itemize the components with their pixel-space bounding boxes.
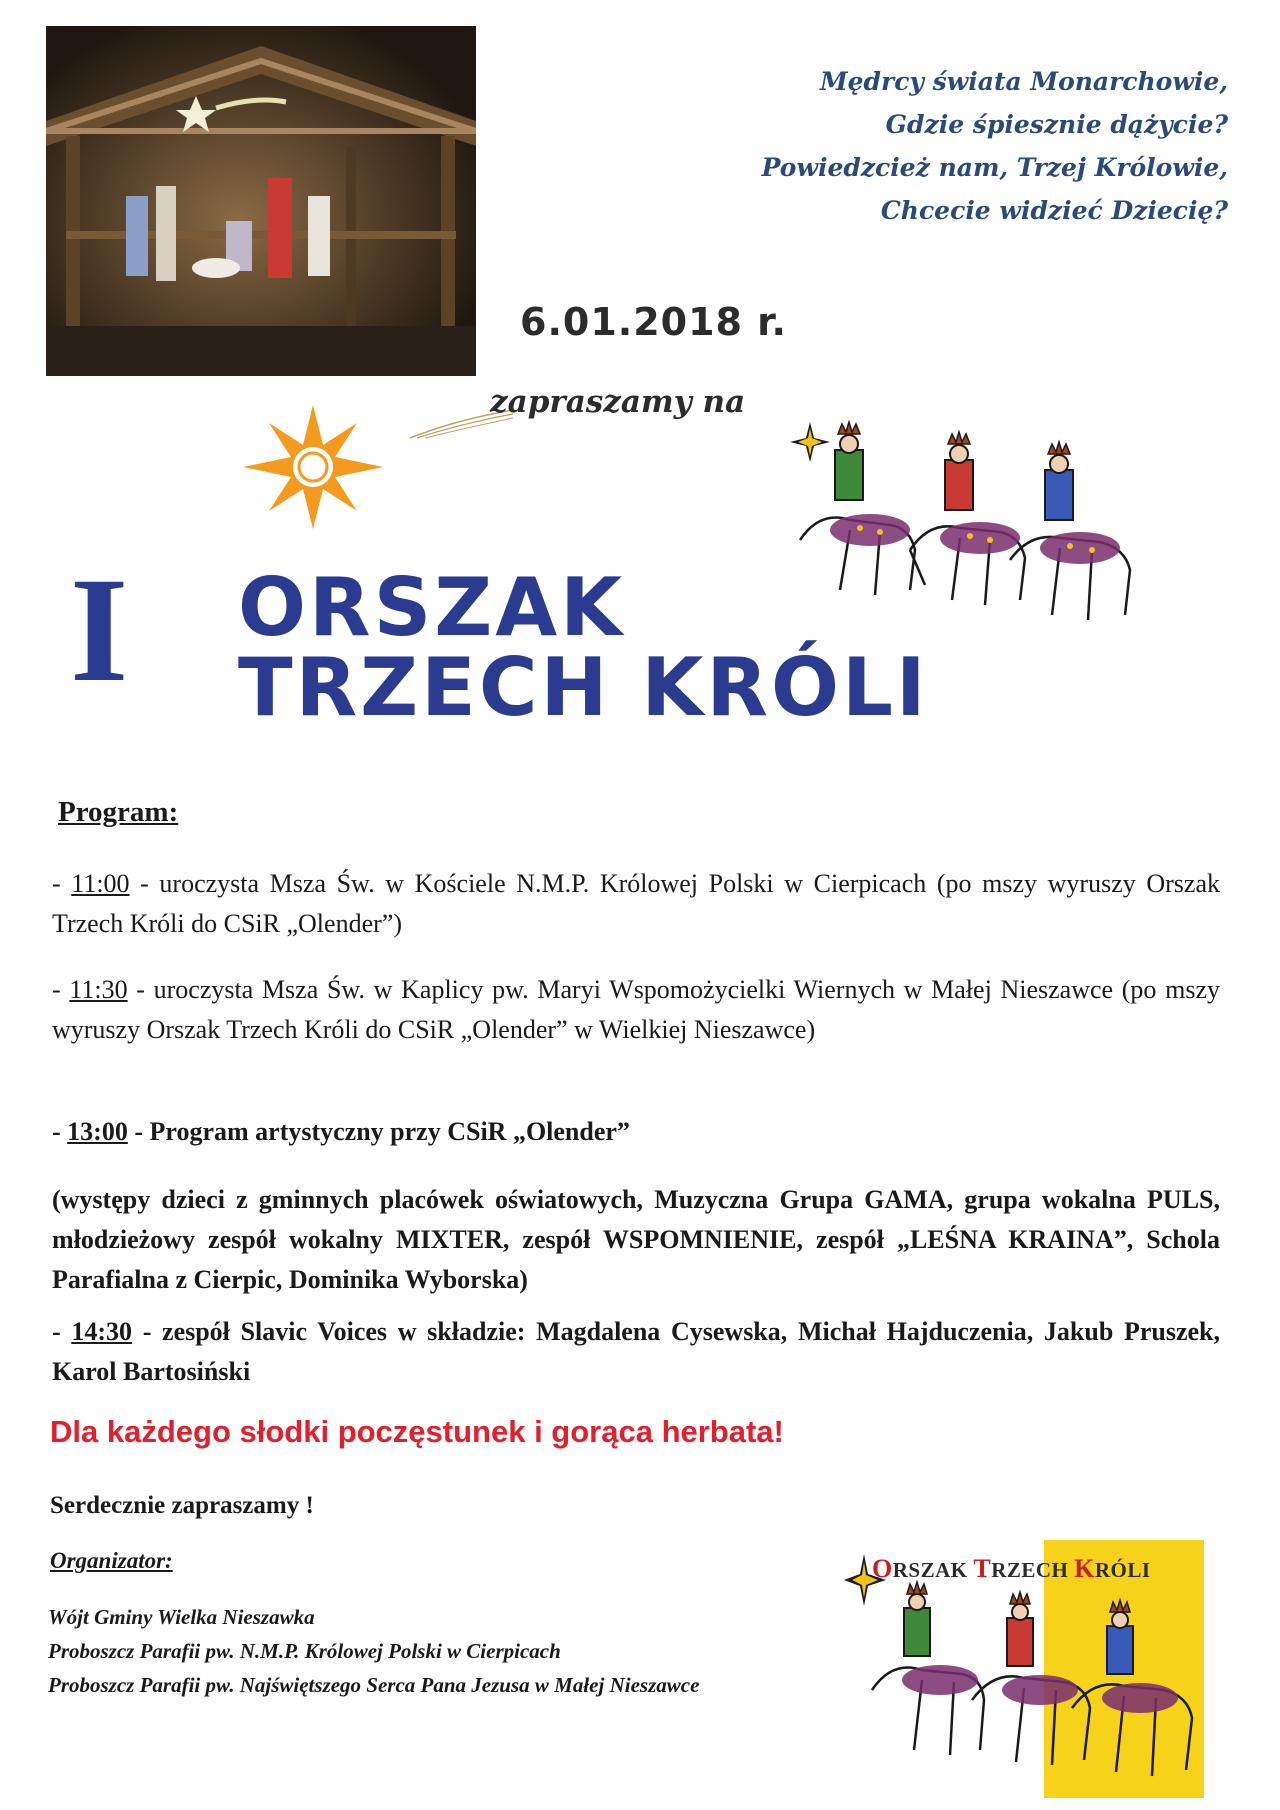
poem-line: Mędrcy świata Monarchowie, (819, 67, 1228, 96)
edition-numeral: I (70, 547, 129, 713)
item-text: - uroczysta Msza Św. w Kościele N.M.P. Królowej Polski w Cierpicach (po mszy wyruszy Orszak Trzech Króli do CSiR „Olender”) (52, 869, 1220, 938)
item-prefix: - (52, 1117, 68, 1146)
item-time: 14:30 (71, 1317, 133, 1346)
badge-word: RSZAK (892, 1558, 974, 1582)
invite-text: zapraszamy na (490, 384, 746, 420)
three-kings-illustration (780, 420, 1140, 640)
nativity-photo (46, 26, 476, 376)
program-item (52, 1312, 1220, 1392)
badge-cap: T (973, 1554, 992, 1583)
poem-line: Gdzie śpiesznie dążycie? (885, 110, 1228, 139)
event-date: 6.01.2018 r. (520, 300, 787, 344)
nativity-scene-image (46, 26, 476, 376)
title-line-1: ORSZAK (238, 561, 626, 654)
program-item (52, 970, 1220, 1050)
poem (528, 60, 1228, 232)
item-time: 11:30 (69, 975, 128, 1004)
program-heading: Program: (58, 796, 179, 828)
poem-line: Chcecie widzieć Dziecię? (880, 196, 1228, 225)
guiding-star-icon (790, 422, 830, 462)
item-text: - uroczysta Msza Św. w Kaplicy pw. Maryi Wspomożycielki Wiernych w Małej Nieszawce (po mszy wyruszy Orszak Trzech Króli do CSiR „Olender” w Wielkiej Nieszawce) (52, 975, 1220, 1044)
organizer-heading: Organizator: (50, 1548, 173, 1573)
badge-cap: O (872, 1554, 893, 1583)
closing-regards: Serdecznie zapraszamy ! (50, 1492, 314, 1519)
organizer-line: Proboszcz Parafii pw. N.M.P. Królowej Polski w Cierpicach (48, 1639, 561, 1663)
item-time: 11:00 (71, 869, 130, 898)
program-item (52, 1112, 1220, 1152)
organizer-line: Wójt Gminy Wielka Nieszawka (48, 1605, 315, 1629)
badge-cap: K (1074, 1554, 1095, 1583)
title-line-2: TRZECH KRÓLI (238, 641, 929, 734)
program-item-description: (występy dzieci z gminnych placówek oświatowych, Muzyczna Grupa GAMA, grupa wokalna PULS, młodzieżowy zespół wokalny MIXTER, zespół WSPOMNIENIE, zespół „LEŚNA KRAINA”, Schola Parafialna z Cierpic, Dominika Wyborska) (52, 1185, 1220, 1294)
badge-word: RÓLI (1094, 1558, 1151, 1582)
orange-star-icon (228, 402, 398, 532)
item-text: - Program artystyczny przy CSiR „Olender” (127, 1117, 630, 1146)
item-prefix: - (52, 975, 70, 1004)
item-time: 13:00 (67, 1117, 128, 1146)
organizer-list (48, 1600, 699, 1702)
orszak-logo-badge (842, 1540, 1204, 1798)
badge-word: RZECH (991, 1558, 1075, 1582)
organizer-line: Proboszcz Parafii pw. Najświętszego Serca Pana Jezusa w Małej Nieszawce (48, 1673, 700, 1697)
poem-line: Powiedzcież nam, Trzej Królowie, (761, 153, 1228, 182)
item-prefix: - (52, 869, 72, 898)
program-item (52, 864, 1220, 944)
item-text: - zespół Slavic Voices w składzie: Magdalena Cysewska, Michał Hajduczenia, Jakub Pruszek, Karol Bartosiński (52, 1317, 1220, 1386)
item-prefix: - (52, 1317, 72, 1346)
badge-title (872, 1554, 1151, 1584)
treat-announcement: Dla każdego słodki poczęstunek i gorąca herbata! (50, 1414, 784, 1449)
